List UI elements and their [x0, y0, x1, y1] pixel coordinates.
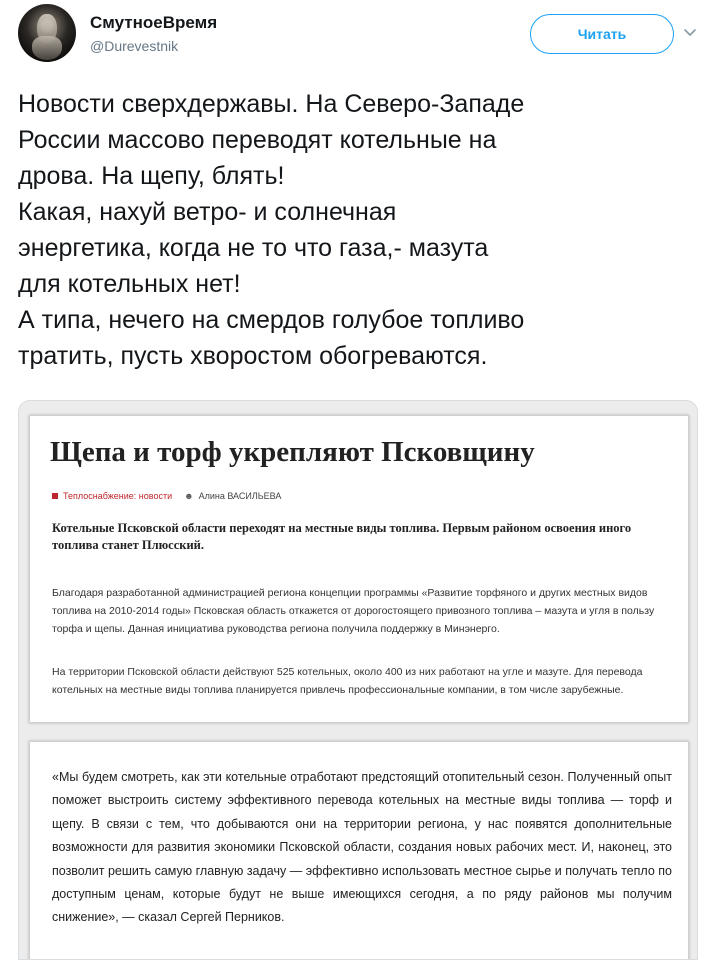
article-lead: Котельные Псковской области переходят на местные виды топлива. Первым районом освоения иного топлива станет Плюсский.: [52, 521, 632, 552]
tweet-text-line: Какая, нахуй ветро- и солнечная: [18, 198, 397, 226]
author-handle[interactable]: @Durevestnik: [90, 38, 179, 54]
tweet-text-line: Новости сверхдержавы. На Северо-Западе: [18, 90, 525, 118]
quote-card: [29, 741, 689, 960]
tweet-text: [18, 86, 698, 374]
tweet-text-line: для котельных нет!: [18, 270, 241, 298]
article-author: Алина ВАСИЛЬЕВА: [198, 491, 282, 501]
tweet-media-image[interactable]: [18, 400, 698, 960]
avatar[interactable]: [18, 4, 76, 62]
tweet-text-line: А типа, нечего на смердов голубое топливо: [18, 306, 525, 334]
category-flag-icon: [52, 493, 58, 499]
article-card: [29, 415, 689, 723]
tweet-text-line: тратить, пусть хворостом обогреваются.: [18, 342, 488, 370]
chevron-down-icon[interactable]: [682, 24, 698, 40]
article-category: Теплоснабжение: новости: [63, 491, 173, 501]
article-paragraph: Благодаря разработанной администрацией региона концепции программы «Развитие торфяного и других местных видов топлива на 2010-2014 годы» Псковская область откажется от дорогостоящего привозного топлива – мазута и угля в пользу торфа и щепы. Данная инициатива руководства региона получила поддержку в Минэнерго.: [52, 587, 655, 635]
follow-button[interactable]: Читать: [530, 14, 674, 54]
tweet-text-line: России массово переводят котельные на: [18, 126, 497, 154]
article-title: Щепа и торф укрепляют Псковщину: [50, 436, 535, 468]
article-meta: [52, 491, 281, 501]
article-quote: «Мы будем смотреть, как эти котельные отработают предстоящий отопительный сезон. Полученный опыт поможет выстроить систему эффективного перевода котельных на местные виды топлива — торф и щепу. В связи с тем, что добываются они на территории региона, у нас появятся дополнительные возможности для развития экономики Псковской области, создания новых рабочих мест. И, наконец, это позволит решить самую главную задачу — эффективно использовать местное сырье и получать тепло по доступным ценам, которые будут не выше имеющихся сегодня, а по ряду районов мы получим снижение», — сказал Сергей Перников.: [52, 770, 672, 925]
article-paragraph: На территории Псковской области действуют 525 котельных, около 400 из них работают на угле и мазуте. Для перевода котельных на местные виды топлива планируется привлечь профессиональные компании, в том числе зарубежные.: [52, 666, 643, 696]
tweet-text-line: энергетика, когда не то что газа,- мазута: [18, 234, 489, 262]
tweet-text-line: дрова. На щепу, блять!: [18, 162, 285, 190]
author-name[interactable]: СмутноеВремя: [90, 13, 218, 32]
user-icon: ☻: [184, 491, 194, 501]
tweet-header: [18, 4, 698, 66]
avatar-beard: [32, 36, 62, 60]
